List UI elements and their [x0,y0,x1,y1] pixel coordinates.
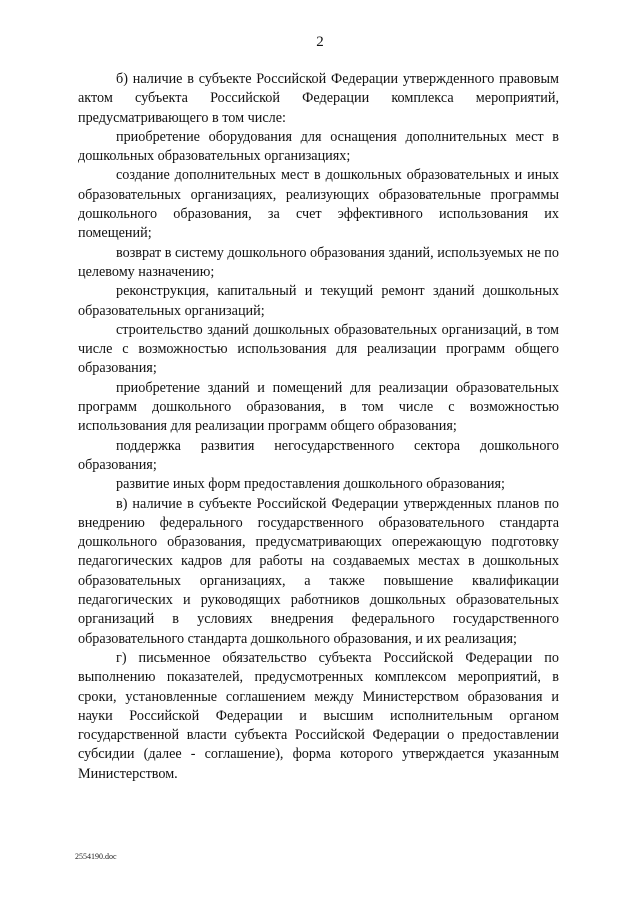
list-item: приобретение оборудования для оснащения дополнительных мест в дошкольных образовательных организациях; [78,128,559,165]
paragraph-v: в) наличие в субъекте Российской Федерации утвержденных планов по внедрению федерального государственного образовательного стандарта дошкольного образования, предусматривающих опережающую подготовку педагогических кадров для работы на создаваемых местах в дошкольных образовательных организациях, а также повышение квалификации педагогических и руководящих работников дошкольных образовательных организаций в условиях внедрения федерального государственного образовательного стандарта дошкольного образования, и их реализация; [78,495,559,647]
list-item: создание дополнительных мест в дошкольных образовательных и иных образовательных организациях, реализующих образовательные программы дошкольного образования, за счет эффективного использования их помещений; [78,167,559,242]
list-item: приобретение зданий и помещений для реализации образовательных программ дошкольного образования, в том числе с возможностью использования для реализации программ общего образования; [78,379,559,435]
paragraph-g: г) письменное обязательство субъекта Российской Федерации по выполнению показателей, предусмотренных комплексом мероприятий, в сроки, установленные соглашением между Министерством образования и науки Российской Федерации и высшим исполнительным органом государственной власти субъекта Российской Федерации о предоставлении субсидии (далее - соглашение), форма которого утверждается указанным Министерством. [78,649,559,782]
list-item: развитие иных форм предоставления дошкольного образования; [116,476,505,493]
page-number: 2 [316,34,324,50]
list-item: строительство зданий дошкольных образовательных организаций, в том числе с возможностью использования для реализации программ общего образования; [78,321,559,377]
file-name-footer: 2554190.doc [75,852,117,861]
list-item: реконструкция, капитальный и текущий ремонт зданий дошкольных образовательных организаций; [78,283,559,319]
paragraph-b: б) наличие в субъекте Российской Федерации утвержденного правовым актом субъекта Российской Федерации комплекса мероприятий, предусматривающего в том числе: [78,71,559,126]
list-item: возврат в систему дошкольного образования зданий, используемых не по целевому назначению; [78,244,559,280]
list-item: поддержка развития негосударственного сектора дошкольного образования; [78,437,559,473]
document-body [78,70,559,784]
